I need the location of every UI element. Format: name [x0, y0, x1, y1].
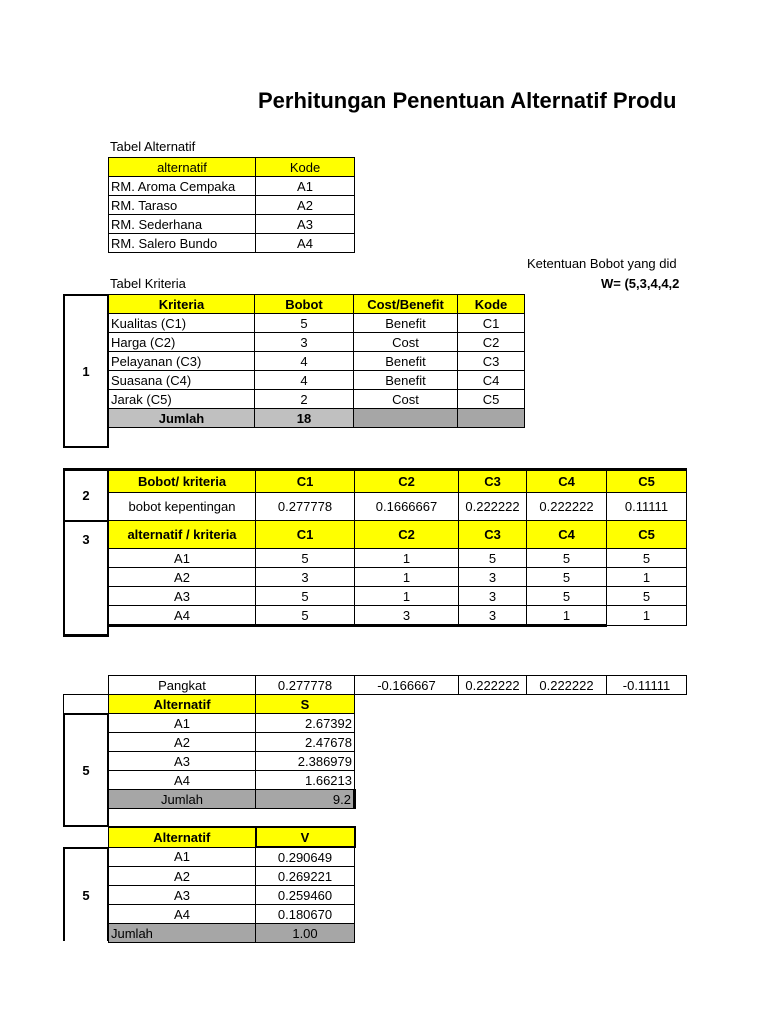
bobot-note-line1: Ketentuan Bobot yang did — [527, 256, 677, 271]
bobot-note-line2: W= (5,3,4,4,2 — [601, 276, 680, 291]
score: 5 — [527, 587, 607, 606]
score: 5 — [607, 549, 687, 568]
cost-benefit-header: Cost/Benefit — [354, 295, 458, 314]
pangkat-value: 0.277778 — [256, 676, 355, 695]
score: 5 — [607, 587, 687, 606]
pangkat-table — [108, 675, 687, 695]
v-total-value: 1.00 — [256, 924, 355, 943]
score: 3 — [459, 587, 527, 606]
kriteria-table-caption: Tabel Kriteria — [110, 276, 186, 291]
v-total-label: Jumlah — [109, 924, 256, 943]
kriteria-bobot: 4 — [255, 352, 354, 371]
table-row — [109, 733, 355, 752]
table-row — [109, 234, 355, 253]
score: 5 — [256, 606, 355, 626]
bobot-value: 0.277778 — [256, 493, 355, 521]
alt-code: A4 — [109, 905, 256, 924]
kriteria-code: C4 — [458, 371, 525, 390]
alt-kriteria-header: alternatif / kriteria — [109, 521, 256, 549]
kriteria-header: Kriteria — [109, 295, 255, 314]
score: 3 — [459, 568, 527, 587]
table-row — [109, 314, 525, 333]
alt-code: A2 — [256, 196, 355, 215]
s-alternatif-header: Alternatif — [109, 695, 256, 714]
bobot-value: 0.222222 — [527, 493, 607, 521]
score: 3 — [459, 606, 527, 626]
empty-cell — [354, 409, 458, 428]
table-row — [109, 847, 355, 867]
v-table — [108, 826, 356, 943]
kriteria-type: Benefit — [354, 352, 458, 371]
pangkat-value: 0.222222 — [527, 676, 607, 695]
c2-header: C2 — [355, 521, 459, 549]
c5-header: C5 — [607, 470, 687, 493]
c1-header: C1 — [256, 470, 355, 493]
kriteria-name: Harga (C2) — [109, 333, 255, 352]
v-value: 0.290649 — [256, 847, 355, 867]
score: 1 — [355, 587, 459, 606]
score: 1 — [527, 606, 607, 626]
c4-header: C4 — [527, 521, 607, 549]
kriteria-name: Suasana (C4) — [109, 371, 255, 390]
table-row — [109, 771, 355, 790]
kriteria-code: C1 — [458, 314, 525, 333]
bobot-value: 0.222222 — [459, 493, 527, 521]
alt-code: A3 — [109, 587, 256, 606]
kriteria-table — [108, 294, 525, 428]
table-row — [109, 568, 687, 587]
c1-header: C1 — [256, 521, 355, 549]
s-total-label: Jumlah — [109, 790, 256, 809]
table-row — [109, 196, 355, 215]
bobot-header: Bobot — [255, 295, 354, 314]
c5-header: C5 — [607, 521, 687, 549]
kriteria-type: Cost — [354, 333, 458, 352]
table-row — [109, 549, 687, 568]
bobot-kepentingan-label: bobot kepentingan — [109, 493, 256, 521]
section-label-1: 1 — [63, 294, 109, 448]
score: 1 — [607, 568, 687, 587]
pangkat-label: Pangkat — [109, 676, 256, 695]
alt-code: A2 — [109, 733, 256, 752]
alt-header-kode: Kode — [256, 158, 355, 177]
alt-name: RM. Taraso — [109, 196, 256, 215]
alt-code: A1 — [109, 549, 256, 568]
kriteria-name: Jarak (C5) — [109, 390, 255, 409]
pangkat-value: 0.222222 — [459, 676, 527, 695]
table-row — [109, 493, 687, 521]
kriteria-name: Pelayanan (C3) — [109, 352, 255, 371]
kriteria-type: Cost — [354, 390, 458, 409]
score: 5 — [459, 549, 527, 568]
s-value: 2.67392 — [256, 714, 355, 733]
page-title: Perhitungan Penentuan Alternatif Produ — [258, 88, 677, 113]
kriteria-bobot: 4 — [255, 371, 354, 390]
table-row — [109, 905, 355, 924]
c3-header: C3 — [459, 521, 527, 549]
kriteria-total-value: 18 — [255, 409, 354, 428]
alt-code: A4 — [109, 606, 256, 626]
alt-code: A4 — [109, 771, 256, 790]
alt-table-caption: Tabel Alternatif — [110, 139, 196, 154]
score: 1 — [607, 606, 687, 626]
kriteria-code: C5 — [458, 390, 525, 409]
bobot-value: 0.11111 — [607, 493, 687, 521]
kriteria-bobot: 5 — [255, 314, 354, 333]
table-row — [109, 177, 355, 196]
score: 5 — [256, 549, 355, 568]
c2-header: C2 — [355, 470, 459, 493]
score: 5 — [527, 568, 607, 587]
table-row — [109, 371, 525, 390]
score: 1 — [355, 568, 459, 587]
alt-code: A1 — [256, 177, 355, 196]
alt-code: A2 — [109, 568, 256, 587]
alt-code: A4 — [256, 234, 355, 253]
kriteria-total-label: Jumlah — [109, 409, 255, 428]
alt-code: A3 — [109, 886, 256, 905]
alt-name: RM. Salero Bundo — [109, 234, 256, 253]
kriteria-bobot: 3 — [255, 333, 354, 352]
kriteria-type: Benefit — [354, 371, 458, 390]
table-row — [109, 606, 687, 626]
alt-code: A1 — [109, 714, 256, 733]
empty-cell — [458, 409, 525, 428]
section-label-3: 3 — [63, 520, 109, 637]
score: 1 — [355, 549, 459, 568]
s-value: 2.47678 — [256, 733, 355, 752]
s-value: 2.386979 — [256, 752, 355, 771]
table-row — [109, 352, 525, 371]
alt-code: A2 — [109, 867, 256, 886]
table-row — [109, 390, 525, 409]
score: 3 — [355, 606, 459, 626]
pangkat-value: -0.166667 — [355, 676, 459, 695]
kriteria-bobot: 2 — [255, 390, 354, 409]
table-row — [109, 752, 355, 771]
v-alternatif-header: Alternatif — [109, 827, 256, 847]
kriteria-name: Kualitas (C1) — [109, 314, 255, 333]
table-row — [109, 333, 525, 352]
alternatif-table — [108, 157, 355, 253]
table-row — [109, 714, 355, 733]
kriteria-type: Benefit — [354, 314, 458, 333]
table-row — [109, 587, 687, 606]
c3-header: C3 — [459, 470, 527, 493]
alt-header-alternatif: alternatif — [109, 158, 256, 177]
bobot-kriteria-table — [108, 468, 687, 627]
alt-code: A1 — [109, 847, 256, 867]
section-label-5b: 5 — [63, 847, 109, 941]
s-header: S — [256, 695, 355, 714]
empty-cell — [63, 694, 109, 714]
table-row — [109, 676, 687, 695]
alt-code: A3 — [109, 752, 256, 771]
section-label-2: 2 — [63, 468, 109, 522]
v-header: V — [256, 827, 355, 847]
score: 5 — [256, 587, 355, 606]
bobot-kriteria-header: Bobot/ kriteria — [109, 470, 256, 493]
s-table — [108, 694, 356, 809]
v-value: 0.269221 — [256, 867, 355, 886]
score: 5 — [527, 549, 607, 568]
table-row — [109, 215, 355, 234]
table-row — [109, 867, 355, 886]
section-label-5a: 5 — [63, 713, 109, 827]
bobot-value: 0.1666667 — [355, 493, 459, 521]
kriteria-code: C3 — [458, 352, 525, 371]
v-value: 0.259460 — [256, 886, 355, 905]
alt-code: A3 — [256, 215, 355, 234]
alt-name: RM. Sederhana — [109, 215, 256, 234]
v-value: 0.180670 — [256, 905, 355, 924]
pangkat-value: -0.11111 — [607, 676, 687, 695]
kode-header: Kode — [458, 295, 525, 314]
table-row — [109, 886, 355, 905]
c4-header: C4 — [527, 470, 607, 493]
alt-name: RM. Aroma Cempaka — [109, 177, 256, 196]
s-value: 1.66213 — [256, 771, 355, 790]
s-total-value: 9.2 — [256, 790, 355, 809]
kriteria-code: C2 — [458, 333, 525, 352]
score: 3 — [256, 568, 355, 587]
